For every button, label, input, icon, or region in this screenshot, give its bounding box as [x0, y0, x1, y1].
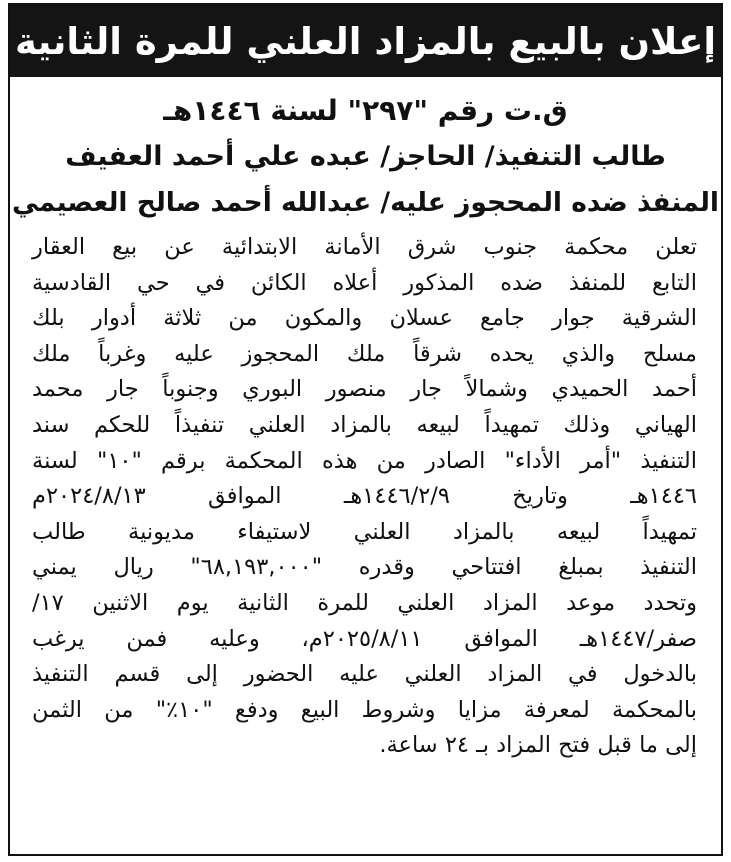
- body-line: الهياني وذلك تمهيداً لبيعه بالمزاد العلني تنفيذاً للحكم سند: [32, 411, 697, 438]
- debtor-line: المنفذ ضده المحجوز عليه/ عبدالله أحمد صالح العصيمي: [12, 187, 719, 218]
- body-line: أحمد الحميدي وشمالاً جار منصور البوري وجنوباً جار محمد: [32, 376, 697, 403]
- body-line: تمهيداً لبيعه بالمزاد العلني لاستيفاء مديونية طالب: [32, 518, 697, 545]
- body-line: التابع للمنفذ ضده المذكور أعلاه الكائن في حي القادسية: [32, 269, 697, 296]
- body-line: تعلن محكمة جنوب شرق الأمانة الابتدائية عن بيع العقار: [32, 234, 697, 260]
- notice-headings: [10, 88, 721, 226]
- auction-notice: [8, 3, 723, 856]
- body-line: بالدخول في المزاد العلني عليه الحضور إلى قسم التنفيذ: [32, 661, 697, 688]
- body-line: ١٤٤٦هـ وتاريخ ١٤٤٦/٢/٩هـ الموافق ٢٠٢٤/٨/١٣م: [32, 483, 697, 510]
- body-line: مسلح والذي يحده شرقاً ملك المحجوز عليه وغرباً ملك: [32, 340, 697, 367]
- body-line: الشرقية جوار جامع عسلان والمكون من ثلاثة أدوار بلك: [32, 305, 697, 332]
- notice-banner-title: إعلان بالبيع بالمزاد العلني للمرة الثانية: [10, 5, 721, 77]
- body-line: التنفيذ "أمر الأداء" الصادر من هذه المحكمة برقم "١٠" لسنة: [32, 447, 697, 474]
- requester-line: طالب التنفيذ/ الحاجز/ عبده علي أحمد العفيف: [65, 141, 666, 172]
- body-line: إلى ما قبل فتح المزاد بـ ٢٤ ساعة.: [379, 732, 697, 759]
- body-line: بالمحكمة لمعرفة مزايا وشروط البيع ودفع "١٠٪" من الثمن: [32, 696, 697, 723]
- body-line: التنفيذ بمبلغ افتتاحي وقدره "٦٨,١٩٣,٠٠٠" ريال يمني: [32, 554, 697, 581]
- body-line: وتحدد موعد المزاد العلني للمرة الثانية يوم الاثنين ١٧/: [32, 589, 697, 616]
- body-line: صفر/١٤٤٧هـ الموافق ٢٠٢٥/٨/١١م، وعليه فمن يرغب: [32, 625, 697, 652]
- case-number: ق.ت رقم "٢٩٧" لسنة ١٤٤٦هـ: [163, 94, 568, 127]
- notice-body: [10, 230, 721, 764]
